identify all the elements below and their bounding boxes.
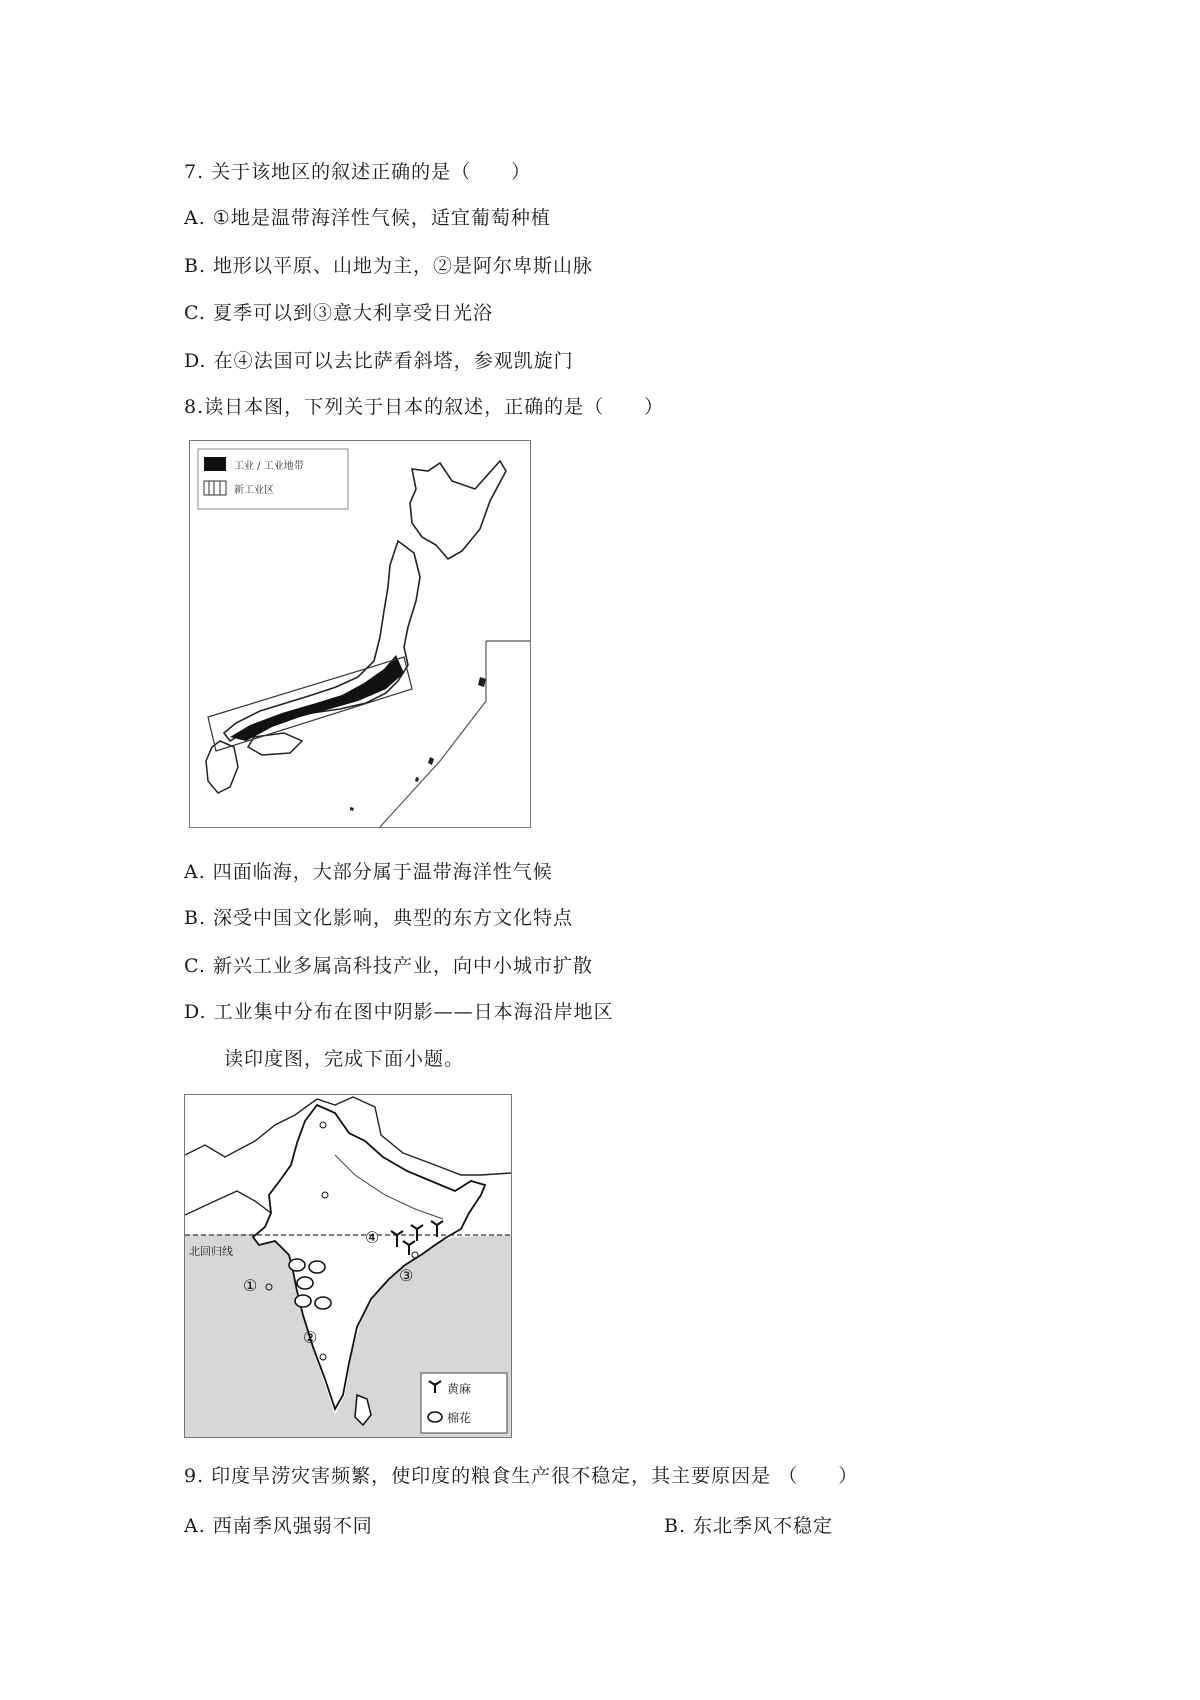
legend-label-jute: 黄麻: [447, 1382, 472, 1396]
legend-label-new-industry: 新工业区: [234, 485, 274, 496]
question-8-option-c: C. 新兴工业多属高科技产业，向中小城市扩散: [184, 955, 593, 977]
question-9-stem: 9. 印度旱涝灾害频繁，使印度的粮食生产很不稳定，其主要原因是 （ ）: [184, 1465, 859, 1487]
question-7-stem: 7. 关于该地区的叙述正确的是（ ）: [184, 161, 532, 183]
question-8-stem: 8.读日本图，下列关于日本的叙述，正确的是（ ）: [184, 396, 665, 418]
india-section-intro: 读印度图，完成下面小题。: [224, 1048, 465, 1070]
marker-3: ③: [399, 1266, 414, 1285]
india-map: [185, 1095, 511, 1437]
hokkaido-island: [410, 461, 506, 559]
marker-2: ②: [303, 1328, 318, 1347]
question-8-option-b: B. 深受中国文化影响，典型的东方文化特点: [184, 907, 574, 929]
question-7-option-c: C. 夏季可以到③意大利享受日光浴: [184, 302, 493, 324]
question-8-option-a: A. 四面临海，大部分属于温带海洋性气候: [184, 861, 553, 883]
legend-label-cotton: 棉花: [447, 1411, 472, 1425]
question-9-option-a: A. 西南季风强弱不同: [184, 1515, 373, 1537]
industry-legend-swatch: [204, 457, 226, 471]
marker-1: ①: [243, 1276, 258, 1295]
tropic-of-cancer-label: 北回归线: [189, 1245, 233, 1258]
shikoku-island: [248, 733, 302, 755]
marker-4: ④: [365, 1228, 380, 1247]
question-8-option-d: D. 工业集中分布在图中阴影——日本海沿岸地区: [184, 1001, 614, 1023]
question-7-option-d: D. 在④法国可以去比萨看斜塔，参观凯旋门: [184, 350, 574, 372]
japan-map: [190, 441, 530, 827]
japan-map-figure: [189, 440, 531, 828]
question-9-option-b: B. 东北季风不稳定: [664, 1515, 834, 1537]
question-7-option-b: B. 地形以平原、山地为主，②是阿尔卑斯山脉: [184, 255, 594, 277]
legend-label-industry: 工业 / 工业地带: [234, 461, 304, 472]
india-map-figure: [184, 1094, 512, 1438]
cotton-legend-icon: [428, 1412, 442, 1422]
question-7-option-a: A. ①地是温带海洋性气候，适宜葡萄种植: [184, 207, 551, 229]
new-industry-legend-swatch: [204, 481, 226, 495]
